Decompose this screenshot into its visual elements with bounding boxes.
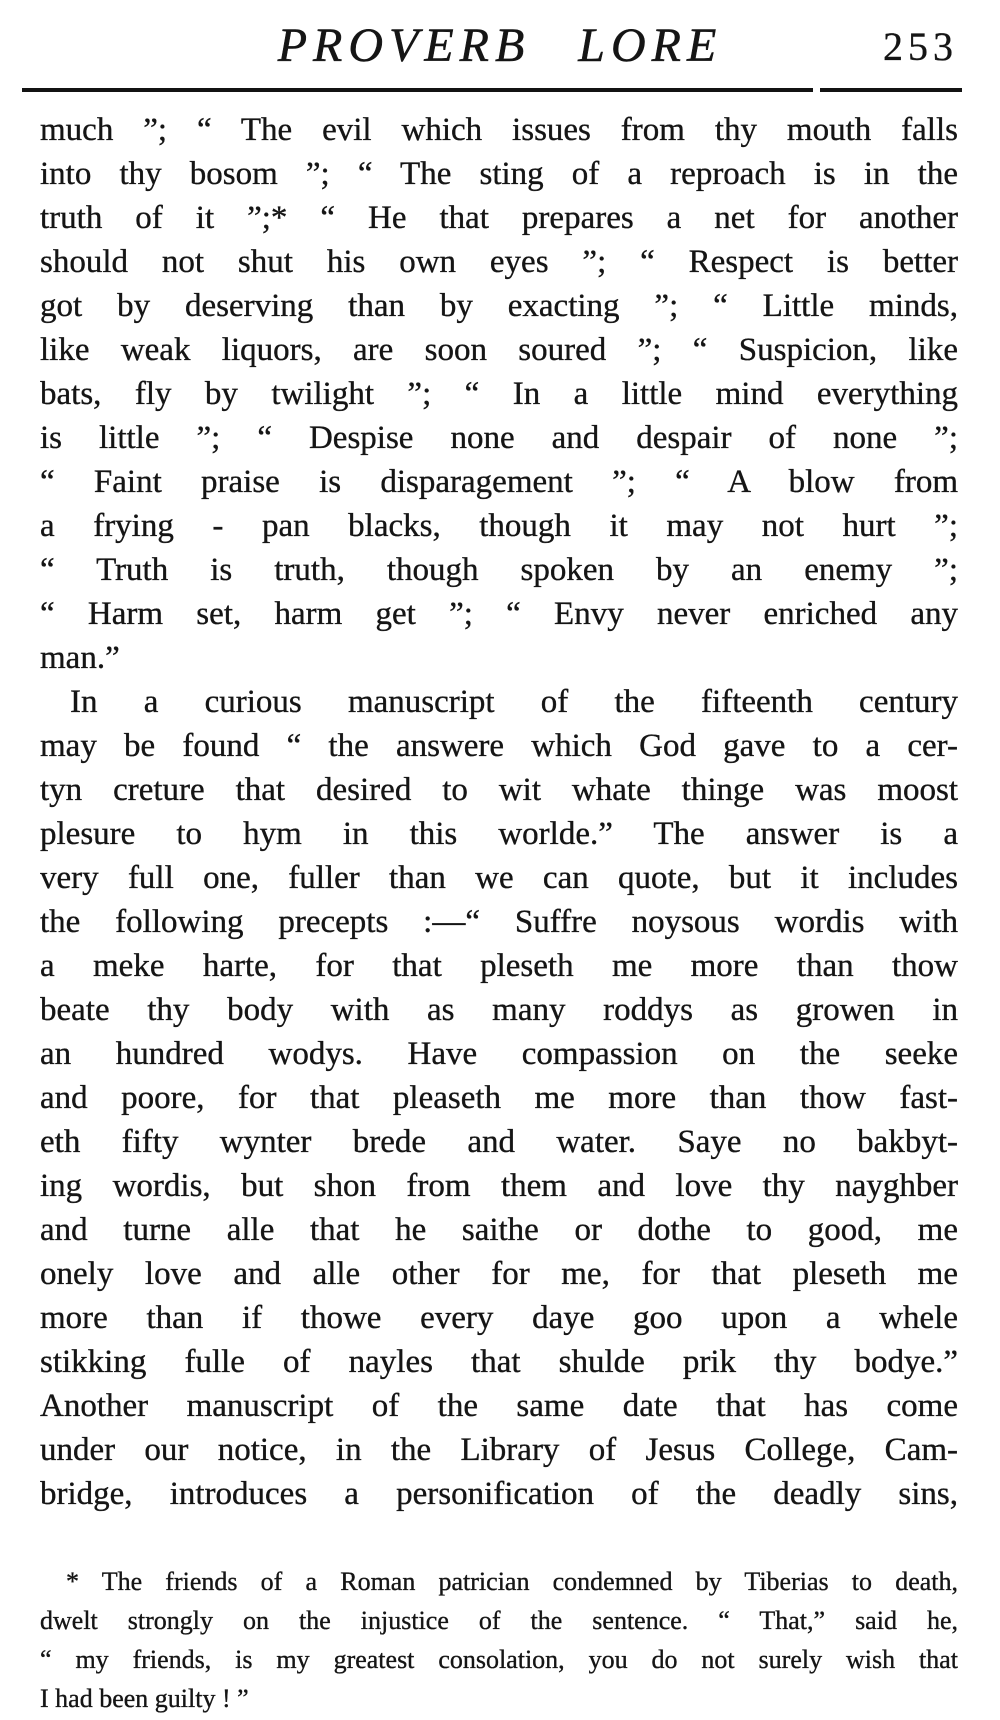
body-line: plesure to hym in this worlde.” The answer is a bbox=[40, 816, 958, 852]
body-line: ing wordis, but shon from them and love thy nayghber bbox=[40, 1168, 958, 1204]
body-line: is little ”; “ Despise none and despair of none ”; bbox=[40, 420, 958, 456]
body-line-paragraph-end: man.” bbox=[40, 640, 120, 676]
body-line: “ Faint praise is disparagement ”; “ A blow from bbox=[40, 464, 958, 500]
body-line: Another manuscript of the same date that has come bbox=[40, 1388, 958, 1424]
body-line: into thy bosom ”; “ The sting of a reproach is in the bbox=[40, 156, 958, 192]
body-line: and turne alle that he saithe or dothe to good, me bbox=[40, 1212, 958, 1248]
body-line: a frying - pan blacks, though it may not hurt ”; bbox=[40, 508, 958, 544]
body-line: bridge, introduces a personification of the deadly sins, bbox=[40, 1476, 958, 1512]
body-line: and poore, for that pleaseth me more than thow fast- bbox=[40, 1080, 958, 1116]
footnote-line-end: I had been guilty ! ” bbox=[40, 1684, 249, 1713]
body-line: more than if thowe every daye goo upon a whele bbox=[40, 1300, 958, 1336]
body-line: much ”; “ The evil which issues from thy mouth falls bbox=[40, 112, 958, 148]
body-line: stikking fulle of nayles that shulde prik thy bodye.” bbox=[40, 1344, 958, 1380]
body-line: eth fifty wynter brede and water. Saye no bakbyt- bbox=[40, 1124, 958, 1160]
page-number: 253 bbox=[883, 24, 958, 69]
footnote-line: “ my friends, is my greatest consolation, you do not surely wish that bbox=[40, 1645, 958, 1674]
body-line: bats, fly by twilight ”; “ In a little mind everything bbox=[40, 376, 958, 412]
body-line: “ Harm set, harm get ”; “ Envy never enriched any bbox=[40, 596, 958, 632]
body-line: tyn creture that desired to wit whate thinge was moost bbox=[40, 772, 958, 808]
footnote-line: dwelt strongly on the injustice of the sentence. “ That,” said he, bbox=[40, 1606, 958, 1635]
footnote-line-start: * The friends of a Roman patrician condemned by Tiberias to death, bbox=[66, 1567, 958, 1596]
body-line: got by deserving than by exacting ”; “ Little minds, bbox=[40, 288, 958, 324]
body-line: truth of it ”;* “ He that prepares a net for another bbox=[40, 200, 958, 236]
body-line: like weak liquors, are soon soured ”; “ Suspicion, like bbox=[40, 332, 958, 368]
footnote bbox=[40, 1562, 958, 1718]
body-line: should not shut his own eyes ”; “ Respect is better bbox=[40, 244, 958, 280]
body-line: under our notice, in the Library of Jesus College, Cam- bbox=[40, 1432, 958, 1468]
header-rule bbox=[22, 88, 962, 92]
body-line: may be found “ the answere which God gave to a cer- bbox=[40, 728, 958, 764]
running-title: PROVERB LORE bbox=[277, 19, 723, 72]
body-line-paragraph-start: In a curious manuscript of the fifteenth century bbox=[70, 684, 958, 720]
body-text bbox=[40, 108, 958, 1516]
body-line: very full one, fuller than we can quote, but it includes bbox=[40, 860, 958, 896]
body-line: “ Truth is truth, though spoken by an enemy ”; bbox=[40, 552, 958, 588]
body-line: beate thy body with as many roddys as growen in bbox=[40, 992, 958, 1028]
body-line: an hundred wodys. Have compassion on the seeke bbox=[40, 1036, 958, 1072]
body-line: onely love and alle other for me, for that pleseth me bbox=[40, 1256, 958, 1292]
body-line: the following precepts :—“ Suffre noysous wordis with bbox=[40, 904, 958, 940]
body-line: a meke harte, for that pleseth me more than thow bbox=[40, 948, 958, 984]
